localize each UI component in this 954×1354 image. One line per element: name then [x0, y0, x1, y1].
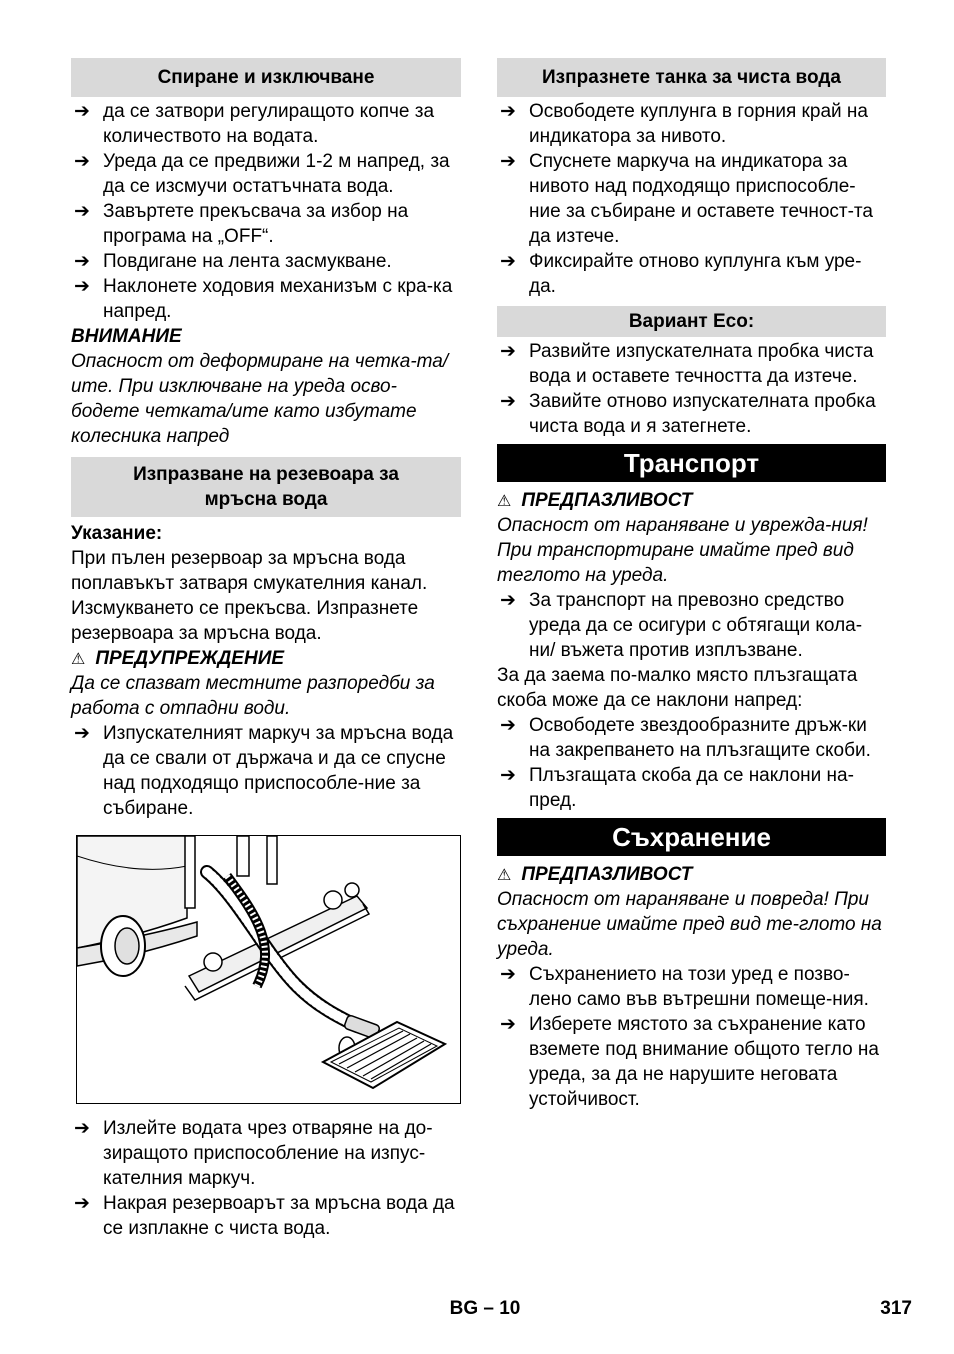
list-item: ➔ Уреда да се предвижи 1-2 м напред, за да се изсмучи остатъчната вода. [74, 150, 450, 197]
footer-section-label: BG – 10 [449, 1298, 521, 1319]
section-title-clean-tank: Изпразнете танка за чиста вода [497, 58, 886, 97]
warning-triangle-icon: ⚠ [497, 865, 512, 884]
list-item: ➔ Изпускателният маркуч за мръсна вода да се свали от държача и да се спусне над подходящо приспособле-ние за събиране. [74, 722, 454, 819]
storage-steps [497, 962, 886, 1112]
arrow-right-icon: ➔ [500, 390, 516, 412]
storage-caution-title: ⚠ ПРЕДПАЗЛИВОСТ [497, 864, 693, 885]
section-title-eco: Вариант Eco: [497, 306, 886, 337]
transport-steps-a [497, 588, 886, 663]
left-column [71, 58, 461, 1241]
transport-steps-b [497, 713, 886, 813]
drain-steps-a [71, 721, 461, 821]
list-item: ➔ Излейте водата чрез отваряне на до-зиращото приспособление на изпус-кателния маркуч. [74, 1117, 433, 1189]
warning-triangle-icon: ⚠ [71, 649, 86, 668]
stopping-steps [71, 99, 461, 324]
right-column [497, 58, 886, 1112]
list-item: ➔ Повдигане на лента засмукване. [74, 250, 392, 272]
arrow-right-icon: ➔ [74, 250, 90, 272]
drain-steps-b [71, 1116, 461, 1241]
page-number: 317 [880, 1298, 912, 1319]
arrow-right-icon: ➔ [500, 589, 516, 611]
attention-title: ВНИМАНИЕ [71, 326, 182, 347]
attention-text: Опасност от деформиране на четка-та/ите. При изключване на уреда осво-бодете четката/ите като избутате колесника напред [71, 351, 449, 447]
warning-heading: ⚠ ПРЕДУПРЕЖДЕНИЕ [71, 648, 285, 669]
section-title-dirty-tank: Изпразване на резевоара за мръсна вода [71, 457, 461, 517]
list-item: ➔ Фиксирайте отново куплунга към уре-да. [500, 250, 862, 297]
arrow-right-icon: ➔ [74, 150, 90, 172]
warning-triangle-icon: ⚠ [497, 491, 512, 510]
transport-caution-text: Опасност от нараняване и уврежда-ния! При транспортиране имайте пред вид теглото на уреда. [497, 515, 868, 586]
arrow-right-icon: ➔ [500, 963, 516, 985]
clean-tank-steps [497, 99, 886, 299]
arrow-right-icon: ➔ [500, 250, 516, 272]
list-item: ➔ Плъзгащата скоба да се наклони на-пред. [500, 764, 854, 811]
arrow-right-icon: ➔ [500, 1013, 516, 1035]
list-item: ➔ Накрая резервоарът за мръсна вода да се изплакне с чиста вода. [74, 1192, 455, 1239]
transport-caution-title: ⚠ ПРЕДПАЗЛИВОСТ [497, 490, 693, 511]
eco-steps [497, 339, 886, 439]
arrow-right-icon: ➔ [500, 340, 516, 362]
note-text: При пълен резервоар за мръсна вода поплавъкът затваря смукателния канал. Изсмукването се прекъсва. Изпразнете резервоара за мръсна вода. [71, 548, 428, 644]
list-item: ➔ Завийте отново изпускателната пробка чиста вода и я затегнете. [500, 390, 876, 437]
list-item: ➔ Развийте изпускателната пробка чиста вода и оставете течността да изтече. [500, 340, 874, 387]
transport-paragraph: За да заема по-малко място плъзгащата скоба може да се наклони напред: [497, 665, 858, 711]
note-title: Указание: [71, 523, 163, 544]
arrow-right-icon: ➔ [500, 100, 516, 122]
arrow-right-icon: ➔ [74, 1192, 90, 1214]
list-item: ➔ Освободете звездообразните дръж-ки на закрепването на плъзгащите скоби. [500, 714, 871, 761]
list-item: ➔ Наклонете ходовия механизъм с кра-ка напред. [74, 275, 453, 322]
warning-text: Да се спазват местните разпоредби за работа с отпадни води. [71, 673, 435, 719]
arrow-right-icon: ➔ [500, 714, 516, 736]
list-item: ➔ Завъртете прекъсвача за избор на програма на „OFF“. [74, 200, 409, 247]
arrow-right-icon: ➔ [74, 100, 90, 122]
arrow-right-icon: ➔ [74, 275, 90, 297]
section-title-transport: Транспорт [497, 444, 886, 482]
arrow-right-icon: ➔ [500, 764, 516, 786]
arrow-right-icon: ➔ [74, 200, 90, 222]
storage-caution-text: Опасност от нараняване и повреда! При съхранение имайте пред вид те-глото на уреда. [497, 889, 882, 960]
list-item: ➔ За транспорт на превозно средство уреда да се осигури с обтягащи кола-ни/ въжета против изплъзване. [500, 589, 863, 661]
arrow-right-icon: ➔ [500, 150, 516, 172]
section-title-stopping: Спиране и изключване [71, 58, 461, 97]
drain-hose-illustration [76, 835, 461, 1104]
list-item: ➔ Спуснете маркуча на индикатора за нивото над подходящо приспособле-ние за събиране и оставете течност-та да изтече. [500, 150, 873, 247]
list-item: ➔ Изберете мястото за съхранение като вземете под внимание общото тегло на уреда, за да не нарушите неговата устойчивост. [500, 1013, 879, 1110]
arrow-right-icon: ➔ [74, 722, 90, 744]
list-item: ➔ Освободете куплунга в горния край на индикатора за нивото. [500, 100, 868, 147]
machine-drawing [77, 836, 460, 1103]
arrow-right-icon: ➔ [74, 1117, 90, 1139]
section-title-storage: Съхранение [497, 818, 886, 856]
list-item: ➔ Съхранението на този уред е позво-лено само във вътрешни помеще-ния. [500, 963, 869, 1010]
list-item: ➔ да се затвори регулиращото копче за количеството на водата. [74, 100, 435, 147]
